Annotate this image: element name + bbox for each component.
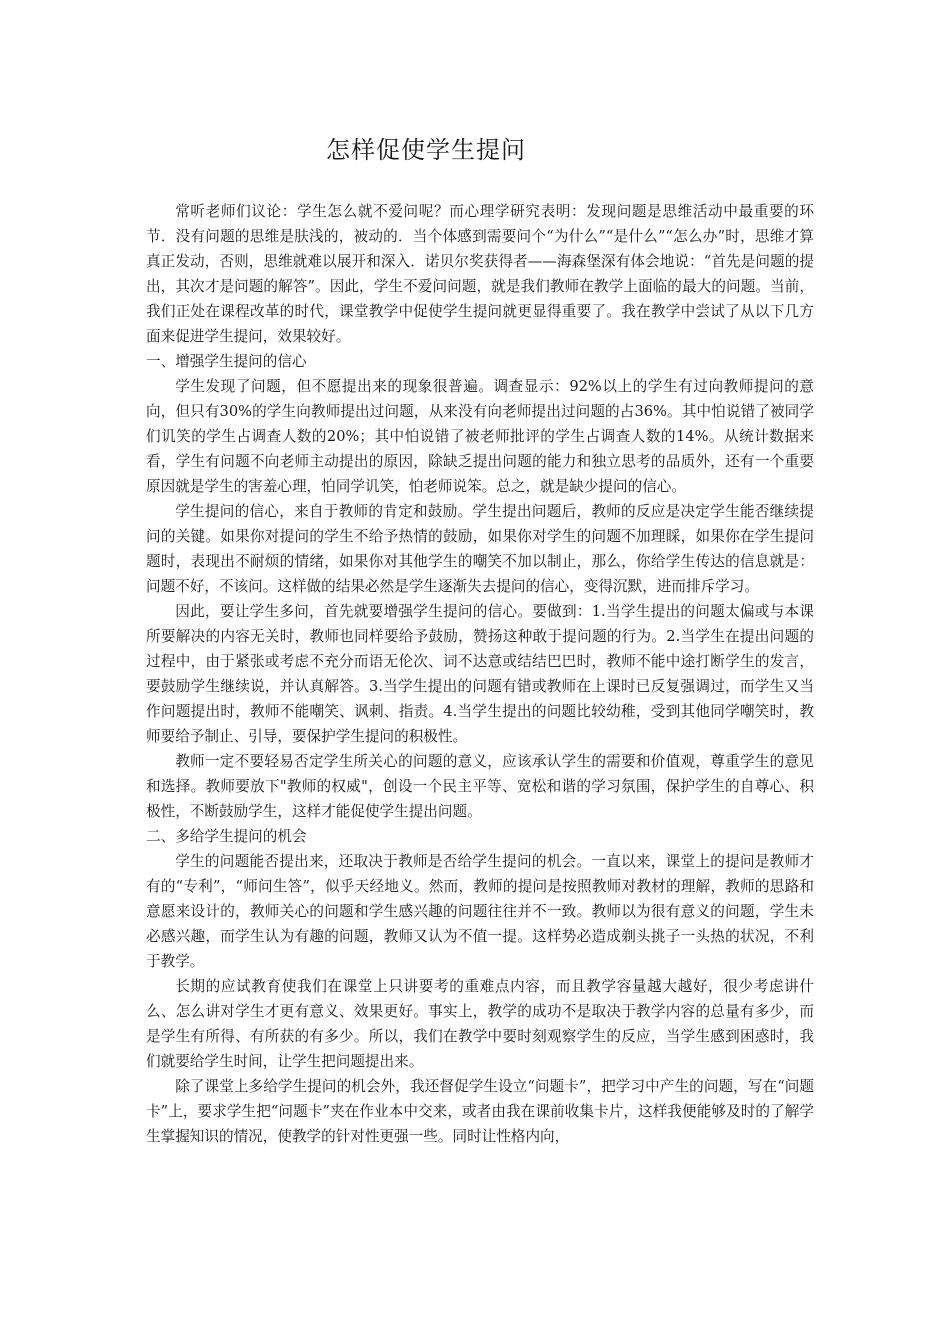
document-title: 怎样促使学生提问 (326, 136, 526, 164)
document-body (146, 199, 814, 1149)
paragraph: 因此，要让学生多问，首先就要增强学生提问的信心。要做到：1.当学生提出的问题太偏或与本课所要解决的内容无关时，教师也同样要给予鼓励，赞扬这种敢于提问题的行为。2.当学生在提出问题的过程中，由于紧张或考虑不充分而语无伦次、词不达意或结结巴巴时，教师不能中途打断学生的发言，要鼓励学生继续说，并认真解答。3.当学生提出的问题有错或教师在上课时已反复强调过，而学生又当作问题提出时，教师不能嘲笑、讽刺、指责。4.当学生提出的问题比较幼稚，受到其他同学嘲笑时，教师要给予制止、引导，要保护学生提问的积极性。 (146, 603, 814, 745)
paragraph: 教师一定不要轻易否定学生所关心的问题的意义，应该承认学生的需要和价值观，尊重学生的意见和选择。教师要放下"教师的权威"，创设一个民主平等、宽松和谐的学习氛围，保护学生的自尊心、积极性，不断鼓励学生，这样才能促使学生提出问题。 (146, 753, 814, 820)
paragraph: 学生发现了问题，但不愿提出来的现象很普遍。调查显示：92%以上的学生有过向教师提问的意向，但只有30%的学生向教师提出过问题，从来没有向老师提出过问题的占36%。其中怕说错了被同学们讥笑的学生占调查人数的20%；其中怕说错了被老师批评的学生占调查人数的14%。从统计数据来看，学生有问题不向老师主动提出的原因，除缺乏提出问题的能力和独立思考的品质外，还有一个重要原因就是学生的害羞心理，怕同学讥笑，怕老师说笨。总之，就是缺少提问的信心。 (146, 378, 814, 495)
paragraph: 学生的问题能否提出来，还取决于教师是否给学生提问的机会。一直以来，课堂上的提问是教师才有的“专利”，“师问生答”，似乎天经地义。然而，教师的提问是按照教师对教材的理解，教师的思路和意愿来设计的，教师关心的问题和学生感兴趣的问题往往并不一致。教师以为很有意义的问题，学生未必感兴趣，而学生认为有趣的问题，教师又认为不值一提。这样势必造成剃头挑子一头热的状况，不利于教学。 (146, 853, 814, 970)
paragraph: 学生提问的信心，来自于教师的肯定和鼓励。学生提出问题后，教师的反应是决定学生能否继续提问的关键。如果你对提问的学生不给予热情的鼓励，如果你对学生的问题不加理睬，如果你在学生提问题时，表现出不耐烦的情绪，如果你对其他学生的嘲笑不加以制止，那么，你给学生传达的信息就是：问题不好，不该问。这样做的结果必然是学生逐渐失去提问的信心，变得沉默，进而排斥学习。 (146, 503, 814, 595)
paragraph-intro: 常听老师们议论：学生怎么就不爱问呢？而心理学研究表明：发现问题是思维活动中最重要的环节．没有问题的思维是肤浅的，被动的．当个体感到需要问个“为什么”“是什么”“怎么办”时，思维才算真正发动，否则，思维就难以展开和深入．诺贝尔奖获得者——海森堡深有体会地说：“首先是问题的提出，其次才是问题的解答”。因此，学生不爱问问题，就是我们教师在教学上面临的最大的问题。当前，我们正处在课程改革的时代，课堂教学中促使学生提问就更显得重要了。我在教学中尝试了从以下几方面来促进学生提问，效果较好。 (146, 203, 814, 345)
section-heading-2: 二、多给学生提问的机会 (146, 828, 307, 845)
paragraph: 长期的应试教育使我们在课堂上只讲要考的重难点内容，而且教学容量越大越好，很少考虑讲什么、怎么讲对学生才更有意义、效果更好。事实上，教学的成功不是取决于教学内容的总量有多少，而是学生有所得、有所获的有多少。所以，我们在教学中要时刻观察学生的反应，当学生感到困惑时，我们就要给学生时间，让学生把问题提出来。 (146, 978, 814, 1070)
section-heading-1: 一、增强学生提问的信心 (146, 353, 307, 370)
paragraph: 除了课堂上多给学生提问的机会外，我还督促学生设立“问题卡”，把学习中产生的问题，写在“问题卡”上，要求学生把“问题卡”夹在作业本中交来，或者由我在课前收集卡片，这样我便能够及时的了解学生掌握知识的情况，使教学的针对性更强一些。同时让性格内向， (146, 1078, 814, 1145)
